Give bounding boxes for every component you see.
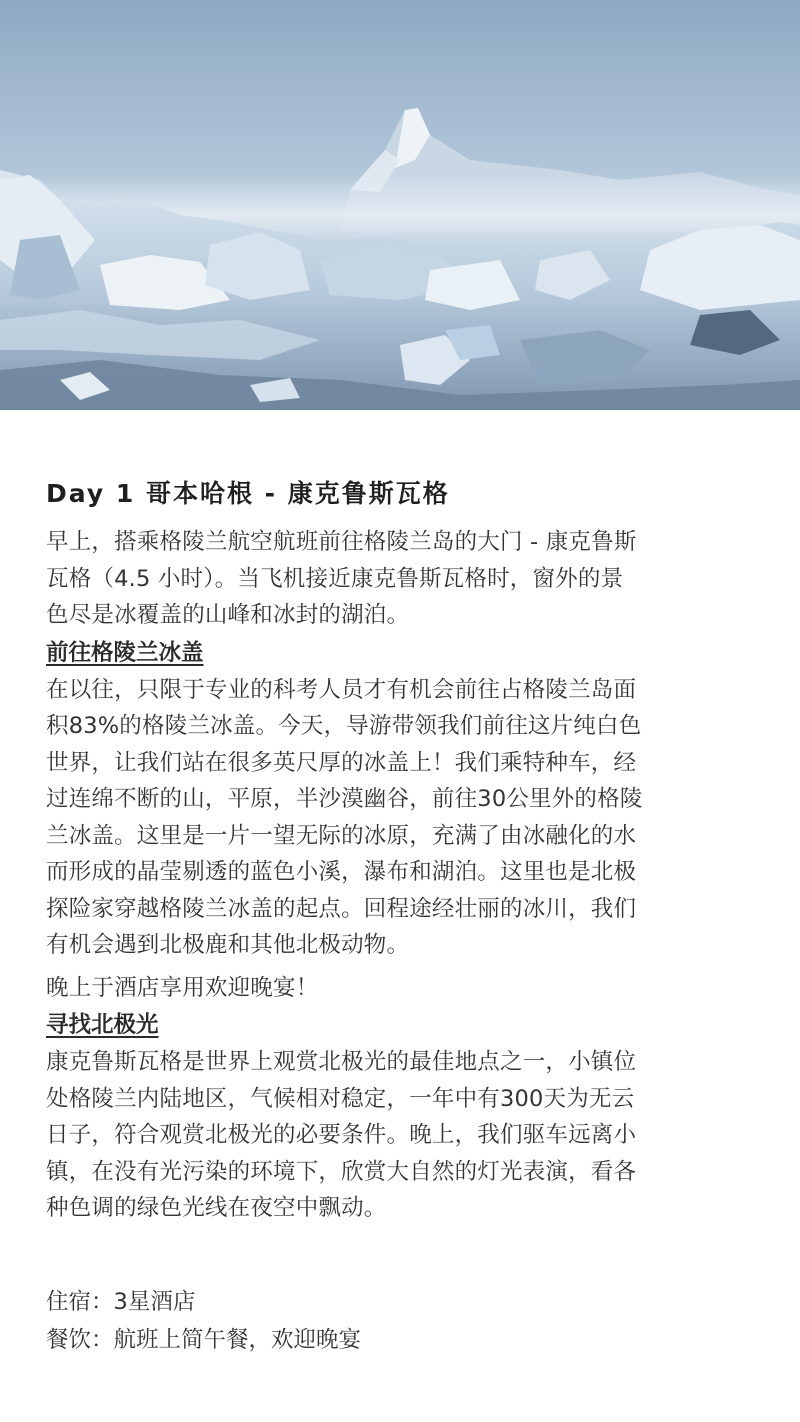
intro-line: 早上，搭乘格陵兰航空航班前往格陵兰岛的大门 - 康克鲁斯: [46, 529, 637, 555]
section-heading-ice-sheet: 前往格陵兰冰盖: [46, 639, 204, 666]
intro-line: 瓦格（4.5 小时）。当飞机接近康克鲁斯瓦格时，窗外的景: [46, 565, 624, 592]
paragraph-line: 世界，让我们站在很多英尺厚的冰盖上！我们乘特种车，经: [46, 749, 637, 776]
section-heading-aurora: 寻找北极光: [46, 1012, 159, 1038]
paragraph-line: 在以往，只限于专业的科考人员才有机会前往占格陵兰岛面: [46, 676, 637, 703]
paragraph-line: 积83%的格陵兰冰盖。今天，导游带领我们前往这片纯白色: [46, 713, 642, 739]
glacier-landscape-photo: [0, 0, 800, 410]
paragraph-line: 镇，在没有光污染的环境下，欣赏大自然的灯光表演，看各: [46, 1158, 637, 1185]
meals-info: 餐饮：航班上简午餐，欢迎晚宴: [46, 1326, 362, 1353]
paragraph-line: 探险家穿越格陵兰冰盖的起点。回程途经壮丽的冰川，我们: [46, 895, 637, 922]
paragraph-line: 兰冰盖。这里是一片一望无际的冰原，充满了由冰融化的水: [46, 822, 637, 849]
day-content: [46, 470, 758, 1359]
intro-line: 色尽是冰覆盖的山峰和冰封的湖泊。: [46, 602, 410, 628]
paragraph-line: 处格陵兰内陆地区，气候相对稳定，一年中有300天为无云: [46, 1085, 635, 1112]
paragraph-line: 日子，符合观赏北极光的必要条件。晚上，我们驱车远离小: [46, 1122, 637, 1148]
aurora-paragraph: [46, 1044, 758, 1227]
lodging-info: 住宿：3星酒店: [46, 1288, 196, 1315]
ice-sheet-paragraph: [46, 672, 758, 964]
paragraph-line: 康克鲁斯瓦格是世界上观赏北极光的最佳地点之一，小镇位: [46, 1049, 637, 1075]
paragraph-line: 过连绵不断的山，平原，半沙漠幽谷，前往30公里外的格陵: [46, 786, 643, 812]
dinner-note: 晚上于酒店享用欢迎晚宴！: [46, 974, 319, 1001]
intro-paragraph: [46, 524, 758, 634]
paragraph-line: 有机会遇到北极鹿和其他北极动物。: [46, 932, 410, 958]
hero-glacier-image: [0, 0, 800, 410]
paragraph-line: 而形成的晶莹剔透的蓝色小溪，瀑布和湖泊。这里也是北极: [46, 859, 637, 885]
day-title: Day 1 哥本哈根 - 康克鲁斯瓦格: [46, 479, 450, 508]
paragraph-line: 种色调的绿色光线在夜空中飘动。: [46, 1195, 387, 1221]
